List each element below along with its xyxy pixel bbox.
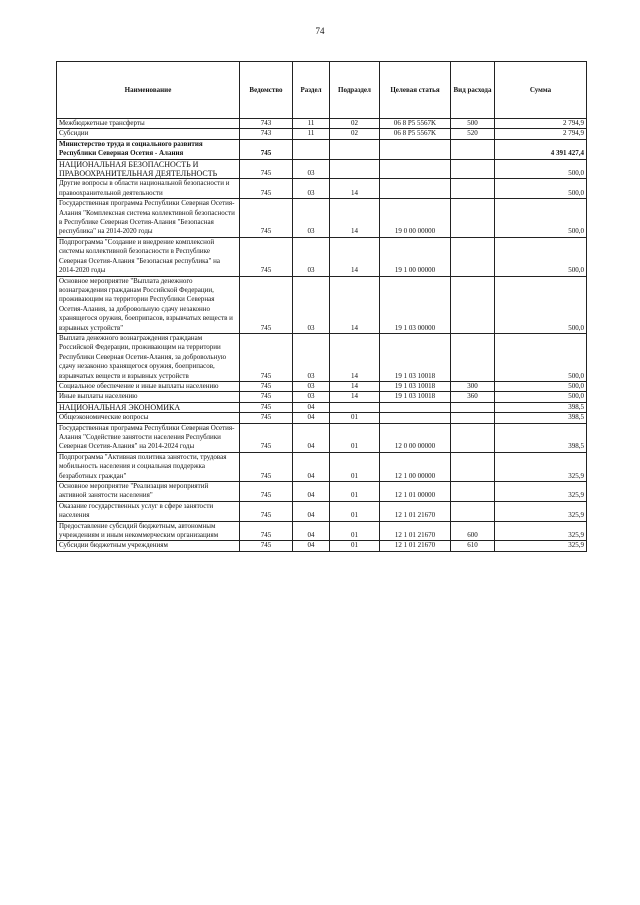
- cell-sum: 500,0: [495, 333, 587, 381]
- cell-sum: 500,0: [495, 276, 587, 333]
- cell-expense-type: [451, 139, 495, 159]
- cell-section: 11: [293, 119, 330, 129]
- cell-ministry: 745: [240, 541, 293, 551]
- cell-subsection: 01: [330, 482, 380, 502]
- cell-expense-type: 500: [451, 119, 495, 129]
- table-row: [57, 452, 587, 481]
- cell-ministry: 745: [240, 381, 293, 391]
- cell-section: 04: [293, 452, 330, 481]
- cell-sum: 398,5: [495, 413, 587, 423]
- cell-section: 04: [293, 402, 330, 412]
- cell-section: 04: [293, 423, 330, 452]
- cell-section: 03: [293, 179, 330, 199]
- cell-name: Основное мероприятие "Реализация мероприятий активной занятости населения": [57, 482, 240, 502]
- table-row: [57, 129, 587, 139]
- col-header-subsection: Подраздел: [330, 62, 380, 119]
- cell-ministry: 745: [240, 333, 293, 381]
- cell-ministry: 745: [240, 452, 293, 481]
- col-header-sum: Сумма: [495, 62, 587, 119]
- cell-target: 06 8 P5 5567K: [380, 119, 451, 129]
- cell-section: 11: [293, 129, 330, 139]
- cell-target: 19 0 00 00000: [380, 199, 451, 238]
- budget-table: [56, 61, 587, 552]
- col-header-section: Раздел: [293, 62, 330, 119]
- cell-subsection: 01: [330, 541, 380, 551]
- cell-name: Министерство труда и социального развития Республики Северная Осетия - Алания: [57, 139, 240, 159]
- cell-ministry: 743: [240, 119, 293, 129]
- cell-subsection: 14: [330, 276, 380, 333]
- col-header-target: Целевая статья: [380, 62, 451, 119]
- cell-target: [380, 139, 451, 159]
- cell-section: 04: [293, 501, 330, 521]
- cell-section: 03: [293, 159, 330, 179]
- table-row: [57, 392, 587, 402]
- table-row: [57, 276, 587, 333]
- cell-subsection: 14: [330, 392, 380, 402]
- cell-subsection: 14: [330, 333, 380, 381]
- table-row: [57, 381, 587, 391]
- cell-name: Субсидии: [57, 129, 240, 139]
- cell-expense-type: [451, 402, 495, 412]
- cell-subsection: 02: [330, 129, 380, 139]
- cell-target: 12 1 00 00000: [380, 452, 451, 481]
- cell-target: [380, 179, 451, 199]
- cell-sum: 325,9: [495, 482, 587, 502]
- cell-subsection: 14: [330, 179, 380, 199]
- cell-expense-type: [451, 199, 495, 238]
- cell-name: Государственная программа Республики Северная Осетия-Алания "Содействие занятости населения Республики Северная Осетия-Алания" на 2014-2024 годы: [57, 423, 240, 452]
- cell-sum: 500,0: [495, 392, 587, 402]
- cell-expense-type: [451, 237, 495, 276]
- cell-sum: 500,0: [495, 159, 587, 179]
- cell-expense-type: [451, 482, 495, 502]
- table-row: [57, 541, 587, 551]
- cell-ministry: 745: [240, 199, 293, 238]
- cell-section: 03: [293, 333, 330, 381]
- cell-subsection: [330, 139, 380, 159]
- cell-name: НАЦИОНАЛЬНАЯ БЕЗОПАСНОСТЬ И ПРАВООХРАНИТЕЛЬНАЯ ДЕЯТЕЛЬНОСТЬ: [57, 159, 240, 179]
- cell-target: [380, 159, 451, 179]
- cell-section: 04: [293, 482, 330, 502]
- table-header-row: [57, 62, 587, 119]
- cell-target: 19 1 03 00000: [380, 276, 451, 333]
- cell-sum: 4 391 427,4: [495, 139, 587, 159]
- table-row: [57, 139, 587, 159]
- cell-ministry: 745: [240, 276, 293, 333]
- cell-ministry: 745: [240, 521, 293, 541]
- cell-expense-type: [451, 159, 495, 179]
- cell-subsection: 01: [330, 423, 380, 452]
- col-header-name: Наименование: [57, 62, 240, 119]
- cell-subsection: 14: [330, 381, 380, 391]
- cell-ministry: 745: [240, 413, 293, 423]
- cell-ministry: 745: [240, 237, 293, 276]
- cell-target: 06 8 P5 5567K: [380, 129, 451, 139]
- cell-name: НАЦИОНАЛЬНАЯ ЭКОНОМИКА: [57, 402, 240, 412]
- cell-expense-type: 610: [451, 541, 495, 551]
- cell-name: Общеэкономические вопросы: [57, 413, 240, 423]
- cell-ministry: 745: [240, 139, 293, 159]
- table-row: [57, 402, 587, 412]
- cell-section: 04: [293, 521, 330, 541]
- cell-sum: 500,0: [495, 237, 587, 276]
- cell-expense-type: [451, 501, 495, 521]
- table-row: [57, 333, 587, 381]
- cell-section: 03: [293, 276, 330, 333]
- cell-section: 03: [293, 199, 330, 238]
- cell-target: 12 0 00 00000: [380, 423, 451, 452]
- cell-sum: 325,9: [495, 452, 587, 481]
- table-row: [57, 179, 587, 199]
- table-row: [57, 501, 587, 521]
- cell-sum: 2 794,9: [495, 129, 587, 139]
- col-header-ministry: Ведомство: [240, 62, 293, 119]
- cell-ministry: 743: [240, 129, 293, 139]
- cell-ministry: 745: [240, 482, 293, 502]
- cell-sum: 398,5: [495, 423, 587, 452]
- cell-expense-type: 300: [451, 381, 495, 391]
- cell-section: 03: [293, 381, 330, 391]
- cell-name: Подпрограмма "Создание и внедрение комплексной системы коллективной безопасности в Республике Северная Осетия-Алания "Безопасная республика" на 2014-2020 годы: [57, 237, 240, 276]
- cell-name: Подпрограмма "Активная политика занятости, трудовая мобильность населения и социальная поддержка безработных граждан": [57, 452, 240, 481]
- cell-ministry: 745: [240, 423, 293, 452]
- cell-name: Другие вопросы в области национальной безопасности и правоохранительной деятельности: [57, 179, 240, 199]
- cell-subsection: 01: [330, 452, 380, 481]
- cell-name: Оказание государственных услуг в сфере занятости населения: [57, 501, 240, 521]
- cell-sum: 500,0: [495, 199, 587, 238]
- page-number: 74: [315, 26, 325, 36]
- cell-ministry: 745: [240, 392, 293, 402]
- cell-target: 12 1 01 00000: [380, 482, 451, 502]
- cell-expense-type: 600: [451, 521, 495, 541]
- cell-expense-type: [451, 452, 495, 481]
- cell-name: Предоставление субсидий бюджетным, автономным учреждениям и иным некоммерческим организациям: [57, 521, 240, 541]
- cell-expense-type: [451, 333, 495, 381]
- cell-expense-type: [451, 413, 495, 423]
- cell-subsection: 01: [330, 501, 380, 521]
- cell-target: 19 1 03 10018: [380, 333, 451, 381]
- table-row: [57, 482, 587, 502]
- cell-expense-type: 520: [451, 129, 495, 139]
- cell-target: 19 1 03 10018: [380, 392, 451, 402]
- cell-sum: 500,0: [495, 381, 587, 391]
- cell-sum: 325,9: [495, 501, 587, 521]
- table-row: [57, 199, 587, 238]
- cell-sum: 398,5: [495, 402, 587, 412]
- cell-ministry: 745: [240, 402, 293, 412]
- cell-subsection: 14: [330, 237, 380, 276]
- cell-subsection: 02: [330, 119, 380, 129]
- cell-name: Основное мероприятие "Выплата денежного вознаграждения гражданам Российской Федерации, проживающим на территории Республики Северная Осетия-Алания, за добровольную сдачу незаконно хранящегося оружия, боеприпасов, взрывчатых веществ и взрывных устройств": [57, 276, 240, 333]
- cell-sum: 500,0: [495, 179, 587, 199]
- cell-name: Субсидии бюджетным учреждениям: [57, 541, 240, 551]
- cell-target: 12 1 01 21670: [380, 521, 451, 541]
- cell-subsection: 14: [330, 199, 380, 238]
- table-row: [57, 159, 587, 179]
- cell-target: 19 1 00 00000: [380, 237, 451, 276]
- cell-target: 19 1 03 10018: [380, 381, 451, 391]
- cell-expense-type: 360: [451, 392, 495, 402]
- cell-name: Выплата денежного вознаграждения гражданам Российской Федерации, проживающим на территории Республики Северная Осетия-Алания, за добровольную сдачу незаконно хранящегося оружия, боеприпасов, взрывчатых веществ и взрывных устройств: [57, 333, 240, 381]
- cell-subsection: 01: [330, 521, 380, 541]
- cell-target: 12 1 01 21670: [380, 541, 451, 551]
- cell-section: 04: [293, 413, 330, 423]
- table-row: [57, 423, 587, 452]
- cell-sum: 325,9: [495, 521, 587, 541]
- cell-subsection: [330, 402, 380, 412]
- cell-ministry: 745: [240, 159, 293, 179]
- cell-sum: 325,9: [495, 541, 587, 551]
- cell-expense-type: [451, 423, 495, 452]
- cell-expense-type: [451, 276, 495, 333]
- cell-name: Иные выплаты населению: [57, 392, 240, 402]
- cell-section: 03: [293, 237, 330, 276]
- cell-target: [380, 413, 451, 423]
- table-row: [57, 521, 587, 541]
- table-row: [57, 237, 587, 276]
- cell-name: Социальное обеспечение и иные выплаты населению: [57, 381, 240, 391]
- cell-target: 12 1 01 21670: [380, 501, 451, 521]
- cell-sum: 2 794,9: [495, 119, 587, 129]
- cell-subsection: [330, 159, 380, 179]
- cell-name: Государственная программа Республики Северная Осетия-Алания "Комплексная система коллективной безопасности в Республике Северная Осетия-Алания "Безопасная республика" на 2014-2020 годы: [57, 199, 240, 238]
- cell-expense-type: [451, 179, 495, 199]
- cell-section: 03: [293, 392, 330, 402]
- col-header-expense-type: Вид расхода: [451, 62, 495, 119]
- table-row: [57, 413, 587, 423]
- table-row: [57, 119, 587, 129]
- cell-ministry: 745: [240, 501, 293, 521]
- cell-name: Межбюджетные трансферты: [57, 119, 240, 129]
- cell-section: 04: [293, 541, 330, 551]
- cell-subsection: 01: [330, 413, 380, 423]
- cell-ministry: 745: [240, 179, 293, 199]
- cell-section: [293, 139, 330, 159]
- cell-target: [380, 402, 451, 412]
